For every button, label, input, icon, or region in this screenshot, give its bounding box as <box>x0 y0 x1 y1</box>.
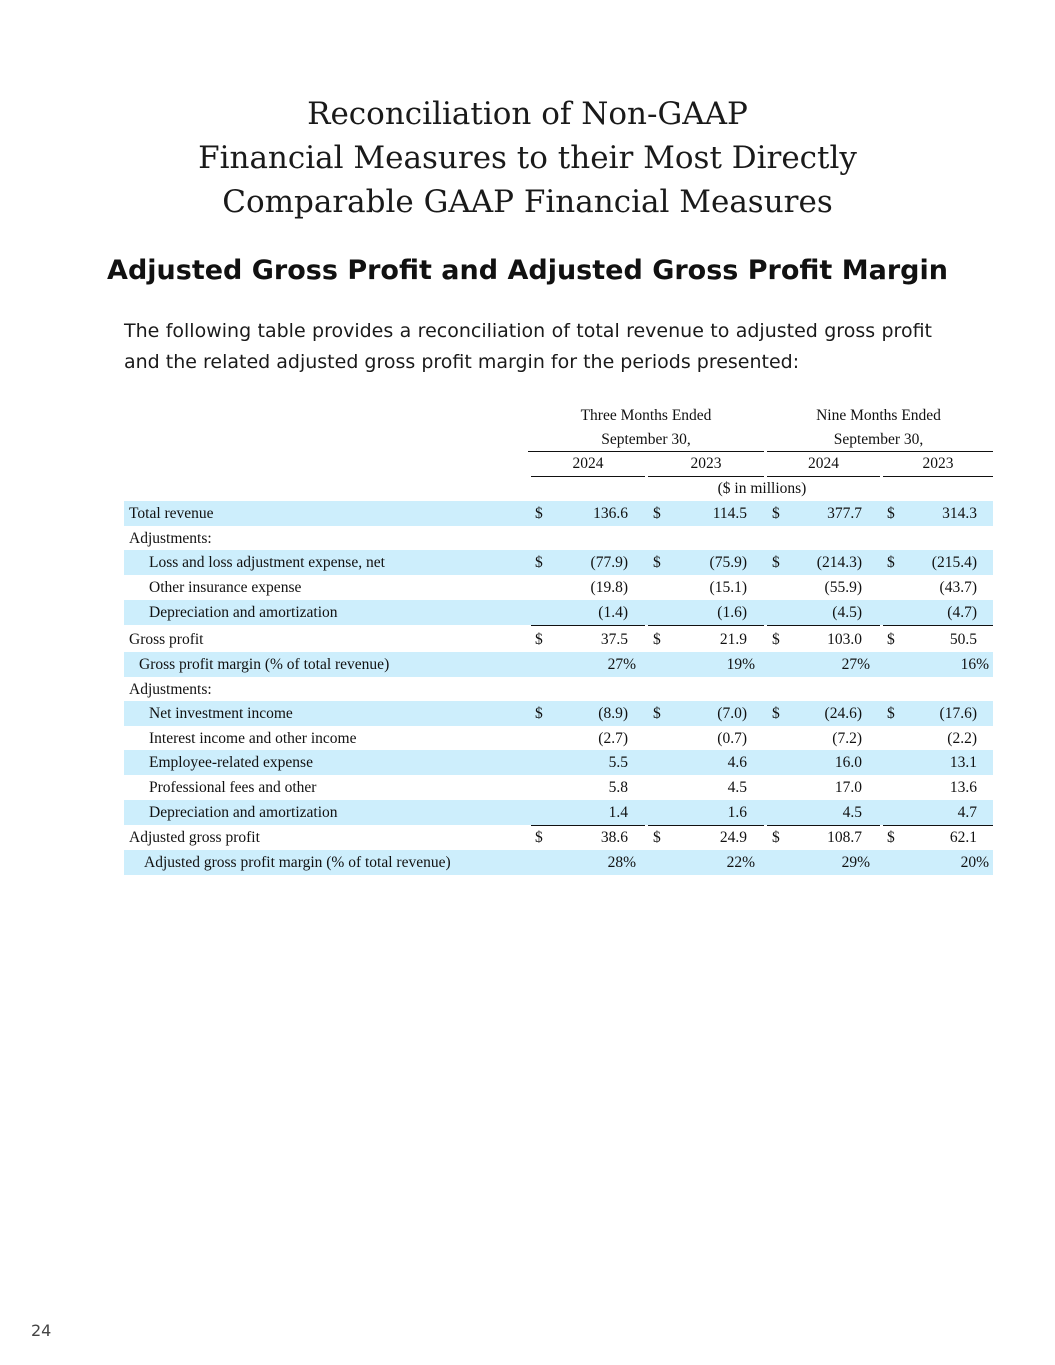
value-cell: 5.5 <box>608 754 628 771</box>
value-cell: 4.7 <box>957 804 977 821</box>
row-label: Gross profit margin (% of total revenue) <box>139 656 390 673</box>
currency-symbol: $ <box>887 631 895 648</box>
currency-symbol: $ <box>535 705 543 722</box>
page-title <box>0 92 1055 224</box>
group-header-three-months <box>528 404 764 452</box>
table-row <box>124 575 993 600</box>
value-cell: 13.1 <box>949 754 977 771</box>
value-cell: 4.6 <box>727 754 747 771</box>
value-cell: (19.8) <box>590 579 628 596</box>
table-row <box>124 501 993 526</box>
table-row <box>124 652 993 677</box>
currency-symbol: $ <box>772 505 780 522</box>
value-cell: (2.7) <box>598 730 628 747</box>
value-cell: 1.6 <box>727 804 747 821</box>
section-heading: Adjusted Gross Profit and Adjusted Gross Profit Margin <box>107 255 948 286</box>
row-label: Total revenue <box>129 505 214 522</box>
value-cell: 103.0 <box>827 631 862 648</box>
title-line: Comparable GAAP Financial Measures <box>222 184 833 220</box>
total-rule <box>767 625 880 626</box>
units-note: ($ in millions) <box>717 480 807 497</box>
currency-symbol: $ <box>887 505 895 522</box>
table-row <box>124 775 993 800</box>
table-row <box>124 825 993 850</box>
value-cell: (15.1) <box>709 579 747 596</box>
table-row <box>124 526 993 551</box>
value-cell: (215.4) <box>931 554 977 571</box>
currency-symbol: $ <box>535 554 543 571</box>
row-label: Adjustments: <box>129 681 212 698</box>
value-cell: 114.5 <box>712 505 747 522</box>
value-cell: 29% <box>841 854 870 871</box>
value-cell: (55.9) <box>824 579 862 596</box>
value-cell: (4.7) <box>947 604 977 621</box>
value-cell: 13.6 <box>949 779 977 796</box>
currency-symbol: $ <box>772 631 780 648</box>
value-cell: (2.2) <box>947 730 977 747</box>
table-row <box>124 726 993 751</box>
group-header-line: September 30, <box>833 431 924 448</box>
value-cell: 50.5 <box>949 631 977 648</box>
row-label: Loss and loss adjustment expense, net <box>149 554 385 571</box>
value-cell: 28% <box>607 854 636 871</box>
currency-symbol: $ <box>535 631 543 648</box>
table-row <box>124 750 993 775</box>
value-cell: 21.9 <box>719 631 747 648</box>
row-label: Adjusted gross profit margin (% of total revenue) <box>144 854 451 871</box>
currency-symbol: $ <box>887 829 895 846</box>
table-row <box>124 627 993 652</box>
value-cell: 377.7 <box>827 505 862 522</box>
table-row <box>124 800 993 825</box>
value-cell: (43.7) <box>939 579 977 596</box>
value-cell: (4.5) <box>832 604 862 621</box>
currency-symbol: $ <box>653 705 661 722</box>
value-cell: 19% <box>726 656 755 673</box>
currency-symbol: $ <box>535 829 543 846</box>
value-cell: 5.8 <box>608 779 628 796</box>
currency-symbol: $ <box>653 505 661 522</box>
title-line: Reconciliation of Non-GAAP <box>307 96 748 132</box>
currency-symbol: $ <box>772 705 780 722</box>
row-label: Gross profit <box>129 631 204 648</box>
group-header-line: Nine Months Ended <box>816 407 941 424</box>
value-cell: (17.6) <box>939 705 977 722</box>
value-cell: 16.0 <box>834 754 862 771</box>
currency-symbol: $ <box>653 829 661 846</box>
value-cell: (1.4) <box>598 604 628 621</box>
year-header: 2024 <box>808 455 839 472</box>
row-label: Depreciation and amortization <box>149 804 338 821</box>
value-cell: (7.0) <box>717 705 747 722</box>
table-row <box>124 600 993 625</box>
total-rule <box>648 625 764 626</box>
value-cell: 4.5 <box>727 779 747 796</box>
row-label: Professional fees and other <box>149 779 317 796</box>
currency-symbol: $ <box>772 554 780 571</box>
value-cell: 4.5 <box>842 804 862 821</box>
value-cell: 27% <box>841 656 870 673</box>
currency-symbol: $ <box>653 554 661 571</box>
value-cell: 108.7 <box>827 829 862 846</box>
currency-symbol: $ <box>653 631 661 648</box>
table-row <box>124 850 993 875</box>
group-header-line: Three Months Ended <box>580 407 712 424</box>
value-cell: (214.3) <box>816 554 862 571</box>
row-label: Adjustments: <box>129 530 212 547</box>
value-cell: 1.4 <box>608 804 628 821</box>
total-rule <box>883 625 993 626</box>
value-cell: (75.9) <box>709 554 747 571</box>
value-cell: (8.9) <box>598 705 628 722</box>
row-label: Employee-related expense <box>149 754 313 771</box>
value-cell: 62.1 <box>949 829 977 846</box>
row-label: Net investment income <box>149 705 293 722</box>
value-cell: 17.0 <box>834 779 862 796</box>
value-cell: 16% <box>960 656 989 673</box>
value-cell: 314.3 <box>942 505 977 522</box>
row-label: Other insurance expense <box>149 579 302 596</box>
currency-symbol: $ <box>535 505 543 522</box>
value-cell: 22% <box>726 854 755 871</box>
value-cell: 27% <box>607 656 636 673</box>
table-row <box>124 701 993 726</box>
currency-symbol: $ <box>887 554 895 571</box>
row-label: Adjusted gross profit <box>129 829 260 846</box>
value-cell: 38.6 <box>600 829 628 846</box>
table-row <box>124 550 993 575</box>
currency-symbol: $ <box>887 705 895 722</box>
value-cell: 136.6 <box>593 505 628 522</box>
title-line: Financial Measures to their Most Directly <box>198 140 857 176</box>
group-header-line: September 30, <box>601 431 691 448</box>
page-number: 24 <box>31 1321 52 1340</box>
value-cell: 20% <box>960 854 989 871</box>
year-header: 2023 <box>690 455 722 472</box>
value-cell: 37.5 <box>600 631 628 648</box>
value-cell: (0.7) <box>717 730 747 747</box>
row-label: Interest income and other income <box>149 730 357 747</box>
value-cell: (7.2) <box>832 730 862 747</box>
group-header-nine-months <box>764 404 993 452</box>
currency-symbol: $ <box>772 829 780 846</box>
year-header: 2023 <box>922 455 954 472</box>
value-cell: 24.9 <box>719 829 747 846</box>
value-cell: (1.6) <box>717 604 747 621</box>
value-cell: (24.6) <box>824 705 862 722</box>
intro-paragraph: The following table provides a reconciliation of total revenue to adjusted gross profit and the related adjusted gross profit margin for the periods presented: <box>124 320 932 373</box>
value-cell: (77.9) <box>590 554 628 571</box>
table-row <box>124 677 993 702</box>
total-rule <box>531 625 645 626</box>
row-label: Depreciation and amortization <box>149 604 338 621</box>
year-header: 2024 <box>572 455 604 472</box>
